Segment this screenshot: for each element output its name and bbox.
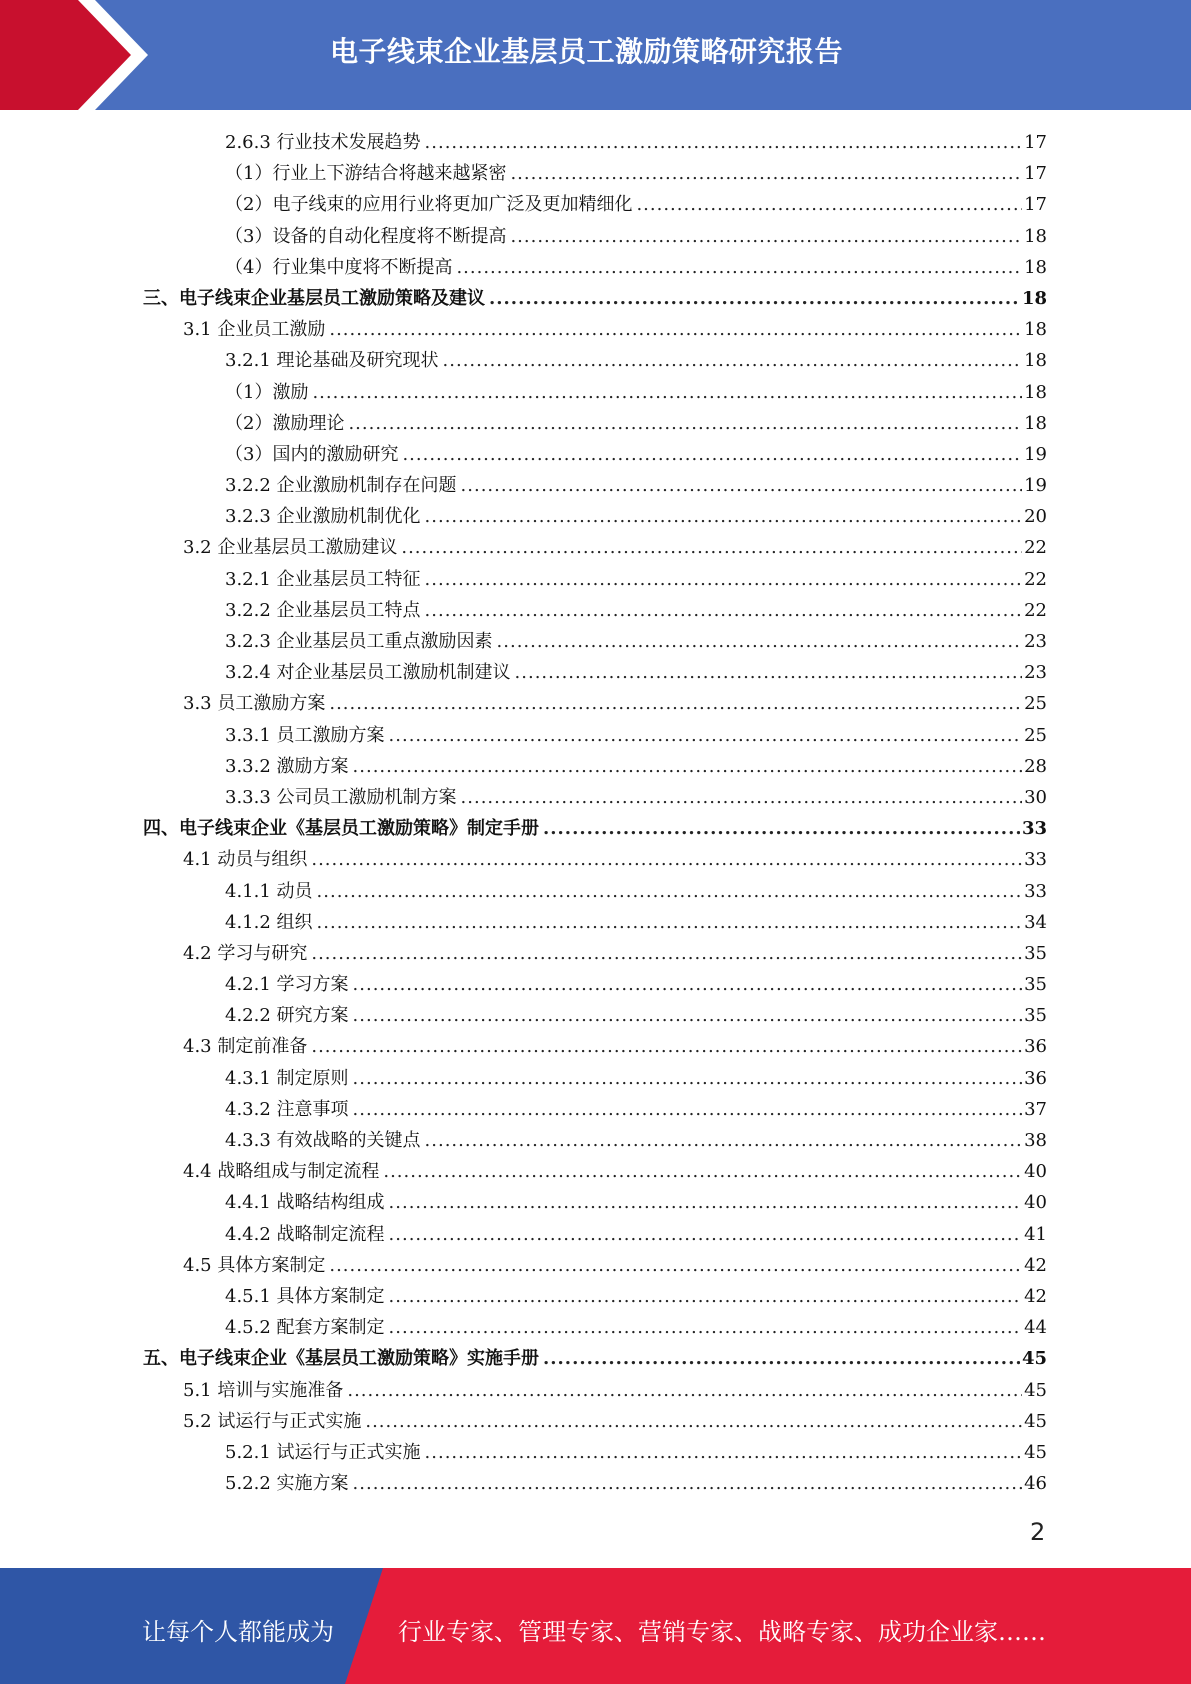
toc-entry-page: 40 xyxy=(1024,1192,1047,1214)
toc-entry-page: 22 xyxy=(1024,568,1047,590)
toc-dot-leader xyxy=(353,751,1023,782)
toc-entry-page: 30 xyxy=(1024,786,1047,808)
toc-entry-page: 44 xyxy=(1024,1317,1047,1339)
toc-entry-title: 4.2 学习与研究 xyxy=(183,942,308,964)
toc-entry-title: 3.2.3 企业基层员工重点激励因素 xyxy=(225,631,493,652)
toc-entry-title: （2）电子线束的应用行业将更加广泛及更加精细化 xyxy=(225,194,633,216)
toc-entry[interactable] xyxy=(0,1468,1191,1499)
toc-dot-leader xyxy=(312,377,1022,408)
page-number: 2 xyxy=(1030,1518,1046,1546)
toc-entry[interactable] xyxy=(0,252,1191,283)
toc-entry-title: 三、电子线束企业基层员工激励策略及建议 xyxy=(143,287,485,309)
footer-slogan-left: 让每个人都能成为 xyxy=(142,1618,334,1646)
toc-entry[interactable] xyxy=(0,657,1191,688)
toc-dot-leader xyxy=(425,595,1023,626)
toc-dot-leader xyxy=(510,221,1022,252)
toc-dot-leader xyxy=(383,1156,1022,1187)
toc-entry-page: 46 xyxy=(1024,1473,1047,1495)
toc-entry-page: 25 xyxy=(1024,693,1047,715)
toc-entry[interactable] xyxy=(0,782,1191,813)
toc-entry[interactable] xyxy=(0,1094,1191,1125)
toc-dot-leader xyxy=(317,907,1023,938)
toc-entry[interactable] xyxy=(0,221,1191,252)
toc-entry-title: 4.5 具体方案制定 xyxy=(183,1254,326,1276)
toc-entry-page: 17 xyxy=(1024,194,1047,216)
toc-entry[interactable] xyxy=(0,844,1191,875)
toc-entry-page: 20 xyxy=(1024,506,1047,528)
toc-entry-page: 19 xyxy=(1024,443,1047,465)
page-header xyxy=(0,0,1191,110)
toc-dot-leader xyxy=(329,688,1022,719)
toc-entry-page: 36 xyxy=(1024,1036,1047,1058)
toc-entry-page: 45 xyxy=(1021,1348,1047,1370)
toc-dot-leader xyxy=(401,532,1022,563)
toc-entry[interactable] xyxy=(0,1219,1191,1250)
toc-dot-leader xyxy=(443,345,1023,376)
toc-entry-title: 4.5.2 配套方案制定 xyxy=(225,1317,385,1339)
toc-entry[interactable] xyxy=(0,439,1191,470)
toc-entry-page: 17 xyxy=(1024,163,1047,185)
toc-entry[interactable] xyxy=(0,1281,1191,1312)
toc-entry-title: 3.3.2 激励方案 xyxy=(225,755,349,777)
toc-entry[interactable] xyxy=(0,564,1191,595)
toc-entry[interactable] xyxy=(0,1375,1191,1406)
toc-dot-leader xyxy=(311,844,1022,875)
toc-entry-title: 3.2.2 企业激励机制存在问题 xyxy=(225,475,457,497)
toc-dot-leader xyxy=(353,1063,1023,1094)
toc-entry-title: 4.4.2 战略制定流程 xyxy=(225,1223,385,1245)
toc-dot-leader xyxy=(353,969,1023,1000)
toc-dot-leader xyxy=(425,127,1023,158)
toc-entry-title: 4.3.2 注意事项 xyxy=(225,1098,349,1120)
toc-entry-page: 22 xyxy=(1024,599,1047,621)
toc-entry-page: 33 xyxy=(1024,880,1047,902)
toc-dot-leader xyxy=(353,1094,1023,1125)
toc-entry-title: 5.2 试运行与正式实施 xyxy=(183,1410,362,1432)
toc-entry-page: 17 xyxy=(1024,132,1047,153)
toc-dot-leader xyxy=(389,1187,1023,1218)
toc-dot-leader xyxy=(489,283,1020,314)
toc-dot-leader xyxy=(311,1031,1022,1062)
toc-entry-title: 3.1 企业员工激励 xyxy=(183,319,326,341)
toc-entry-page: 18 xyxy=(1024,350,1047,372)
toc-entry-title: 3.3.3 公司员工激励机制方案 xyxy=(225,786,457,808)
toc-entry-page: 45 xyxy=(1024,1441,1047,1463)
toc-dot-leader xyxy=(365,1406,1022,1437)
toc-dot-leader xyxy=(389,1281,1023,1312)
toc-entry-page: 18 xyxy=(1024,319,1047,341)
toc-entry[interactable] xyxy=(0,408,1191,439)
toc-dot-leader xyxy=(543,813,1020,844)
toc-entry-title: 4.2.2 研究方案 xyxy=(225,1005,349,1027)
toc-entry[interactable] xyxy=(0,813,1191,844)
toc-dot-leader xyxy=(425,564,1023,595)
toc-dot-leader xyxy=(329,314,1022,345)
toc-dot-leader xyxy=(425,1125,1023,1156)
toc-entry-page: 33 xyxy=(1021,818,1047,840)
toc-dot-leader xyxy=(456,252,1022,283)
toc-entry-page: 23 xyxy=(1024,631,1047,652)
toc-entry[interactable] xyxy=(0,1063,1191,1094)
toc-entry[interactable] xyxy=(0,938,1191,969)
toc-entry-title: 2.6.3 行业技术发展趋势 xyxy=(225,132,421,153)
toc-entry-title: （2）激励理论 xyxy=(225,412,345,434)
toc-entry-title: （3）国内的激励研究 xyxy=(225,443,399,465)
toc-entry[interactable] xyxy=(0,345,1191,376)
toc-entry[interactable] xyxy=(0,751,1191,782)
toc-entry-title: 4.3.1 制定原则 xyxy=(225,1067,349,1089)
toc-entry-title: 4.4 战略组成与制定流程 xyxy=(183,1161,380,1183)
toc-entry[interactable] xyxy=(0,907,1191,938)
toc-entry-page: 18 xyxy=(1024,381,1047,403)
toc-entry[interactable] xyxy=(0,158,1191,189)
toc-entry-title: 4.1 动员与组织 xyxy=(183,849,308,871)
toc-dot-leader xyxy=(402,439,1022,470)
toc-dot-leader xyxy=(389,1219,1023,1250)
toc-entry[interactable] xyxy=(0,595,1191,626)
toc-entry-title: 4.1.1 动员 xyxy=(225,880,313,902)
toc-entry[interactable] xyxy=(0,1343,1191,1374)
toc-entry[interactable] xyxy=(0,1437,1191,1468)
toc-entry-title: 4.3.3 有效战略的关键点 xyxy=(225,1130,421,1151)
toc-entry-page: 40 xyxy=(1024,1161,1047,1183)
toc-dot-leader xyxy=(347,1375,1022,1406)
toc-entry-title: 五、电子线束企业《基层员工激励策略》实施手册 xyxy=(143,1348,539,1370)
toc-entry-title: （3）设备的自动化程度将不断提高 xyxy=(225,225,507,247)
footer-slogan-right: 行业专家、管理专家、营销专家、战略专家、成功企业家…… xyxy=(398,1618,1046,1646)
toc-entry-title: 3.2.4 对企业基层员工激励机制建议 xyxy=(225,662,511,684)
toc-entry-title: （1）激励 xyxy=(225,381,309,403)
toc-entry-title: 3.2 企业基层员工激励建议 xyxy=(183,537,398,559)
toc-dot-leader xyxy=(425,501,1023,532)
toc-entry-title: 3.3 员工激励方案 xyxy=(183,693,326,715)
toc-entry-page: 34 xyxy=(1024,911,1047,933)
toc-entry-page: 25 xyxy=(1024,724,1047,746)
toc-dot-leader xyxy=(543,1343,1020,1374)
toc-entry-title: 5.1 培训与实施准备 xyxy=(183,1379,344,1401)
toc-entry-title: 3.3.1 员工激励方案 xyxy=(225,724,385,746)
toc-dot-leader xyxy=(636,189,1022,220)
toc-entry[interactable] xyxy=(0,377,1191,408)
toc-entry-title: 5.2.1 试运行与正式实施 xyxy=(225,1441,421,1463)
toc-dot-leader xyxy=(510,158,1022,189)
toc-entry[interactable] xyxy=(0,127,1191,158)
page-footer xyxy=(0,1568,1191,1684)
toc-entry-title: 4.1.2 组织 xyxy=(225,911,313,933)
toc-entry[interactable] xyxy=(0,1312,1191,1343)
toc-entry-title: 4.3 制定前准备 xyxy=(183,1036,308,1058)
toc-entry-title: 4.4.1 战略结构组成 xyxy=(225,1192,385,1214)
toc-entry-page: 41 xyxy=(1024,1223,1047,1245)
toc-entry-page: 35 xyxy=(1024,942,1047,964)
toc-entry-title: 3.2.1 理论基础及研究现状 xyxy=(225,350,439,372)
toc-entry-page: 35 xyxy=(1024,974,1047,996)
toc-entry-page: 42 xyxy=(1024,1285,1047,1307)
toc-entry-page: 18 xyxy=(1024,412,1047,434)
toc-dot-leader xyxy=(497,626,1023,657)
toc-entry[interactable] xyxy=(0,1156,1191,1187)
toc-entry-title: 3.2.2 企业基层员工特点 xyxy=(225,599,421,621)
toc-entry-page: 22 xyxy=(1024,537,1047,559)
toc-entry[interactable] xyxy=(0,532,1191,563)
document-title: 电子线束企业基层员工激励策略研究报告 xyxy=(330,35,844,68)
toc-entry[interactable] xyxy=(0,688,1191,719)
toc-dot-leader xyxy=(515,657,1023,688)
toc-dot-leader xyxy=(461,782,1023,813)
toc-entry-page: 33 xyxy=(1024,849,1047,871)
toc-entry[interactable] xyxy=(0,1000,1191,1031)
toc-entry-title: 3.2.1 企业基层员工特征 xyxy=(225,568,421,590)
toc-entry[interactable] xyxy=(0,1125,1191,1156)
toc-entry-page: 28 xyxy=(1024,755,1047,777)
toc-dot-leader xyxy=(425,1437,1023,1468)
toc-entry-page: 36 xyxy=(1024,1067,1047,1089)
toc-entry-page: 37 xyxy=(1024,1098,1047,1120)
toc-entry-page: 19 xyxy=(1024,475,1047,497)
toc-entry[interactable] xyxy=(0,501,1191,532)
toc-entry[interactable] xyxy=(0,1031,1191,1062)
toc-entry[interactable] xyxy=(0,626,1191,657)
toc-entry-page: 45 xyxy=(1024,1379,1047,1401)
toc-entry-page: 38 xyxy=(1024,1130,1047,1151)
toc-entry[interactable] xyxy=(0,283,1191,314)
toc-entry[interactable] xyxy=(0,969,1191,1000)
toc-entry[interactable] xyxy=(0,1187,1191,1218)
toc-dot-leader xyxy=(389,720,1023,751)
toc-entry-page: 18 xyxy=(1024,225,1047,247)
toc-entry-page: 35 xyxy=(1024,1005,1047,1027)
toc-entry[interactable] xyxy=(0,876,1191,907)
toc-dot-leader xyxy=(311,938,1022,969)
toc-entry-title: （4）行业集中度将不断提高 xyxy=(225,256,453,278)
toc-dot-leader xyxy=(353,1468,1023,1499)
toc-entry[interactable] xyxy=(0,314,1191,345)
toc-entry-page: 18 xyxy=(1024,256,1047,278)
toc-entry-page: 42 xyxy=(1024,1254,1047,1276)
toc-entry-title: 5.2.2 实施方案 xyxy=(225,1473,349,1495)
toc-dot-leader xyxy=(317,876,1023,907)
toc-entry-page: 45 xyxy=(1024,1410,1047,1432)
toc-entry[interactable] xyxy=(0,189,1191,220)
toc-entry-title: 四、电子线束企业《基层员工激励策略》制定手册 xyxy=(143,818,539,840)
toc-entry[interactable] xyxy=(0,720,1191,751)
toc-entry[interactable] xyxy=(0,470,1191,501)
toc-entry[interactable] xyxy=(0,1250,1191,1281)
table-of-contents xyxy=(0,127,1191,1499)
toc-entry[interactable] xyxy=(0,1406,1191,1437)
toc-entry-page: 23 xyxy=(1024,662,1047,684)
toc-dot-leader xyxy=(461,470,1023,501)
toc-dot-leader xyxy=(353,1000,1023,1031)
toc-dot-leader xyxy=(329,1250,1022,1281)
toc-dot-leader xyxy=(389,1312,1023,1343)
toc-entry-title: 3.2.3 企业激励机制优化 xyxy=(225,506,421,528)
toc-entry-page: 18 xyxy=(1021,287,1047,309)
toc-entry-title: （1）行业上下游结合将越来越紧密 xyxy=(225,163,507,185)
toc-entry-title: 4.2.1 学习方案 xyxy=(225,974,349,996)
toc-entry-title: 4.5.1 具体方案制定 xyxy=(225,1285,385,1307)
toc-dot-leader xyxy=(348,408,1022,439)
